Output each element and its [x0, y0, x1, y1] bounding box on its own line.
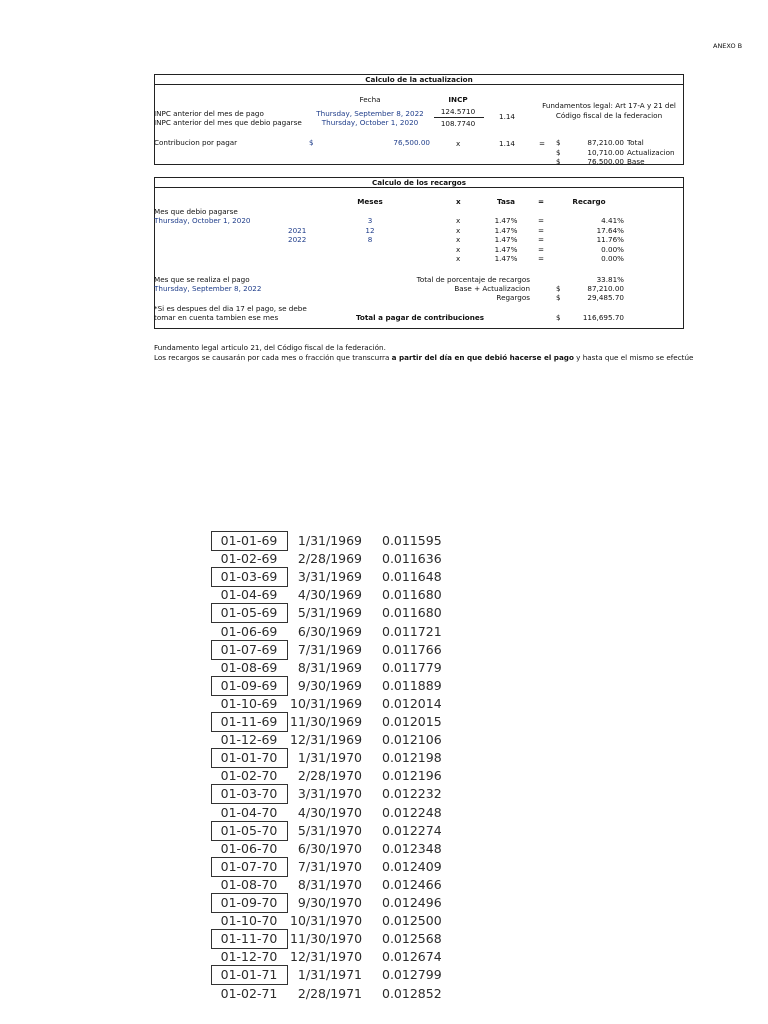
recargo-row-tasa: 1.47%	[494, 254, 518, 263]
index-code: 01-03-69	[220, 569, 278, 584]
index-value: 0.012015	[382, 714, 442, 729]
index-value: 0.011766	[382, 642, 442, 657]
index-date: 5/31/1970	[297, 823, 362, 838]
contribucion-label: Contribucion por pagar	[154, 138, 238, 147]
index-code: 01-12-70	[220, 949, 278, 964]
recargo-row-recargo: 17.64%	[596, 226, 624, 235]
index-date: 4/30/1970	[297, 805, 362, 820]
index-date: 9/30/1969	[297, 678, 362, 693]
index-date: 12/31/1970	[290, 949, 363, 964]
result-label-actualizacion: Actualizacion	[627, 148, 675, 157]
contribucion-equals: =	[539, 139, 546, 148]
index-code: 01-06-70	[220, 841, 278, 856]
col-tasa: Tasa	[497, 197, 515, 206]
recargo-row-year: 2022	[288, 235, 307, 244]
recargo-row-x: x	[456, 226, 461, 235]
index-code: 01-02-71	[220, 986, 278, 1001]
fundamento-line1: Fundamento legal articulo 21, del Código fiscal de la federación.	[154, 343, 386, 352]
recargos-title: Calculo de los recargos	[371, 178, 466, 187]
index-date: 12/31/1969	[290, 732, 363, 747]
total-pagar-label: Total a pagar de contribuciones	[355, 313, 484, 322]
recargo-row-eq: =	[538, 216, 545, 225]
index-code: 01-08-70	[220, 877, 278, 892]
index-code: 01-09-69	[220, 678, 278, 693]
index-value: 0.011680	[382, 587, 442, 602]
result-currency-base: $	[556, 157, 561, 166]
result-amount-total: 87,210.00	[587, 138, 624, 147]
index-value: 0.012232	[382, 786, 442, 801]
result-label-total: Total	[627, 138, 644, 147]
recargo-row-x: x	[456, 216, 461, 225]
mes-debio-label: Mes que debio pagarse	[154, 207, 238, 216]
result-amount-actualizacion: 10,710.00	[587, 148, 624, 157]
index-code: 01-10-69	[220, 696, 278, 711]
recargo-row-x: x	[456, 254, 461, 263]
index-value: 0.012348	[382, 841, 442, 856]
result-currency-actualizacion: $	[556, 148, 561, 157]
mes-pago-label: Mes que se realiza el pago	[154, 275, 250, 284]
index-value: 0.012248	[382, 805, 442, 820]
index-date: 2/28/1969	[297, 551, 362, 566]
total-pagar-currency: $	[556, 313, 561, 322]
index-code: 01-04-69	[220, 587, 278, 602]
index-code: 01-01-71	[220, 967, 278, 982]
recargo-row-tasa: 1.47%	[494, 245, 518, 254]
index-date: 10/31/1969	[290, 696, 363, 711]
total-pct-value: 33.81%	[596, 275, 624, 284]
base-act-value: 87,210.00	[587, 284, 624, 293]
recargo-row-eq: =	[538, 245, 545, 254]
result-currency-total: $	[556, 138, 561, 147]
recargo-row-meses: 12	[365, 226, 375, 235]
index-code: 01-04-70	[220, 805, 278, 820]
fundamentos-line1: Fundamentos legal: Art 17-A y 21 del	[542, 101, 676, 110]
contribucion-currency: $	[309, 138, 314, 147]
index-date: 1/31/1971	[297, 967, 362, 982]
index-date: 8/31/1970	[297, 877, 362, 892]
index-code: 01-12-69	[220, 732, 278, 747]
index-code: 01-02-70	[220, 768, 278, 783]
index-date: 3/31/1970	[297, 786, 362, 801]
index-value: 0.012196	[382, 768, 442, 783]
index-value: 0.012274	[382, 823, 442, 838]
index-code: 01-01-69	[220, 533, 278, 548]
fundamento-line2-emphasis: a partir del día en que debió hacerse el pago	[391, 353, 574, 362]
index-code: 01-09-70	[220, 895, 278, 910]
index-date: 6/30/1969	[297, 624, 362, 639]
index-code: 01-01-70	[220, 750, 278, 765]
total-pct-label: Total de porcentaje de recargos	[416, 275, 530, 284]
mes-pago-date: Thursday, September 8, 2022	[154, 284, 262, 293]
col-x: x	[456, 197, 461, 206]
index-date: 9/30/1970	[297, 895, 362, 910]
index-code: 01-11-69	[220, 714, 278, 729]
inpc-debio-date: Thursday, October 1, 2020	[321, 118, 419, 127]
inpc-pago-label: INPC anterior del mes de pago	[154, 109, 264, 118]
index-date: 8/31/1969	[297, 660, 362, 675]
index-value: 0.012568	[382, 931, 442, 946]
index-value: 0.011636	[382, 551, 442, 566]
regargos-label: Regargos	[496, 293, 530, 302]
index-date: 7/31/1970	[297, 859, 362, 874]
recargo-row-eq: =	[538, 226, 545, 235]
recargo-row-tasa: 1.47%	[494, 216, 518, 225]
actualizacion-title-rule	[154, 84, 684, 85]
recargo-row-recargo: 11.76%	[596, 235, 624, 244]
index-value: 0.011889	[382, 678, 442, 693]
index-date: 5/31/1969	[297, 605, 362, 620]
recargo-row-tasa: 1.47%	[494, 235, 518, 244]
base-act-currency: $	[556, 284, 561, 293]
index-date: 11/30/1970	[290, 931, 363, 946]
recargo-row-x: x	[456, 245, 461, 254]
fraction-rule	[434, 117, 484, 118]
recargo-row-tasa: 1.47%	[494, 226, 518, 235]
contribucion-amount: 76,500.00	[393, 138, 430, 147]
recargo-row-recargo: 0.00%	[601, 245, 624, 254]
result-amount-base: 76,500.00	[587, 157, 624, 166]
recargo-row-recargo: 0.00%	[601, 254, 624, 263]
index-date: 1/31/1969	[297, 533, 362, 548]
index-value: 0.011595	[382, 533, 442, 548]
incp-header: INCP	[448, 95, 468, 104]
fundamento-line2-c: y hasta que el mismo se efectúe	[573, 353, 694, 362]
index-date: 1/31/1970	[297, 750, 362, 765]
contribucion-factor: 1.14	[499, 139, 516, 148]
inpc-pago-value: 124.5710	[440, 107, 476, 116]
result-label-base: Base	[627, 157, 645, 166]
fundamentos-line2: Código fiscal de la federacion	[555, 111, 663, 120]
actualizacion-title: Calculo de la actualizacion	[365, 75, 473, 84]
regargos-currency: $	[556, 293, 561, 302]
index-date: 2/28/1970	[297, 768, 362, 783]
regargos-value: 29,485.70	[587, 293, 624, 302]
index-date: 7/31/1969	[297, 642, 362, 657]
index-value: 0.012852	[382, 986, 442, 1001]
recargo-row-eq: =	[538, 254, 545, 263]
index-value: 0.012014	[382, 696, 442, 711]
annex-label: ANEXO B	[713, 42, 743, 50]
recargo-row-meses: 8	[367, 235, 373, 244]
recargos-title-rule	[154, 187, 684, 188]
index-code: 01-05-70	[220, 823, 278, 838]
index-code: 01-02-69	[220, 551, 278, 566]
index-code: 01-07-69	[220, 642, 278, 657]
index-value: 0.012500	[382, 913, 442, 928]
index-value: 0.012466	[382, 877, 442, 892]
index-code: 01-05-69	[220, 605, 278, 620]
index-value: 0.011779	[382, 660, 442, 675]
total-pagar-value: 116,695.70	[582, 313, 624, 322]
recargo-row-meses: 3	[367, 216, 373, 225]
contribucion-times: x	[456, 139, 461, 148]
index-value: 0.011648	[382, 569, 442, 584]
index-date: 4/30/1969	[297, 587, 362, 602]
index-value: 0.012106	[382, 732, 442, 747]
index-code: 01-06-69	[220, 624, 278, 639]
note-line2: tomar en cuenta tambien ese mes	[154, 313, 279, 322]
inpc-debio-label: INPC anterior del mes que debio pagarse	[154, 118, 302, 127]
base-act-label: Base + Actualizacion	[454, 284, 530, 293]
index-code: 01-03-70	[220, 786, 278, 801]
index-value: 0.012409	[382, 859, 442, 874]
fundamento-line2	[154, 354, 693, 361]
recargo-row-x: x	[456, 235, 461, 244]
index-value: 0.011680	[382, 605, 442, 620]
index-value: 0.012674	[382, 949, 442, 964]
mes-debio-date: Thursday, October 1, 2020	[154, 216, 251, 225]
index-value: 0.012496	[382, 895, 442, 910]
inpc-pago-date: Thursday, September 8, 2022	[316, 109, 424, 118]
index-value: 0.012198	[382, 750, 442, 765]
recargo-row-eq: =	[538, 235, 545, 244]
recargo-row-year: 2021	[288, 226, 307, 235]
index-value: 0.012799	[382, 967, 442, 982]
index-code: 01-08-69	[220, 660, 278, 675]
index-date: 6/30/1970	[297, 841, 362, 856]
col-meses: Meses	[357, 197, 383, 206]
index-date: 2/28/1971	[297, 986, 362, 1001]
index-date: 11/30/1969	[290, 714, 363, 729]
note-line1: *Si es despues del dia 17 el pago, se debe	[154, 304, 307, 313]
index-code: 01-11-70	[220, 931, 278, 946]
index-date: 3/31/1969	[297, 569, 362, 584]
fundamento-line2-a: Los recargos se causarán por cada mes o fracción que transcurra	[154, 353, 392, 362]
index-date: 10/31/1970	[290, 913, 363, 928]
fecha-header: Fecha	[359, 95, 381, 104]
factor-value: 1.14	[499, 112, 516, 121]
index-value: 0.011721	[382, 624, 442, 639]
index-code: 01-07-70	[220, 859, 278, 874]
recargo-row-recargo: 4.41%	[601, 216, 624, 225]
inpc-debio-value: 108.7740	[440, 119, 476, 128]
index-code: 01-10-70	[220, 913, 278, 928]
col-eq: =	[538, 197, 545, 206]
col-recargo: Recargo	[572, 197, 606, 206]
